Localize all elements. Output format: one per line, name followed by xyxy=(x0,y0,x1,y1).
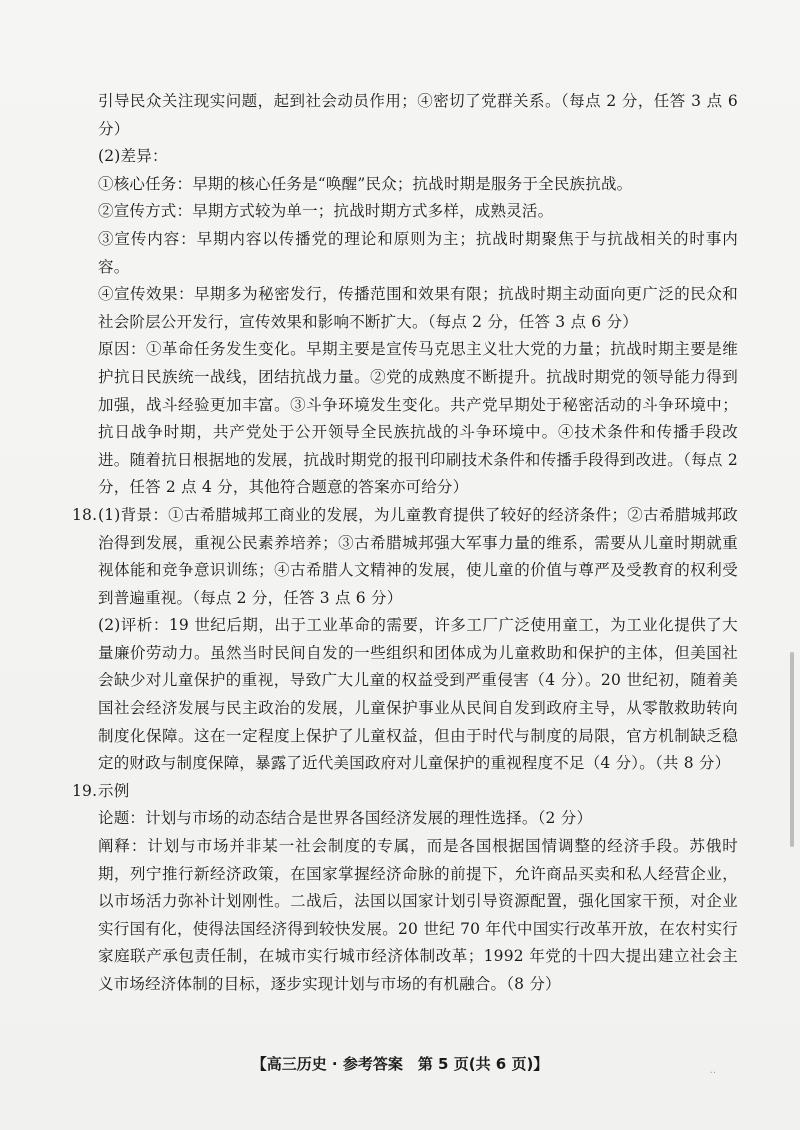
scrollbar-thumb[interactable] xyxy=(790,652,794,847)
paragraph-continuation: 引导民众关注现实问题，起到社会动员作用；④密切了党群关系。（每点 2 分，任答 3 点 6 分） xyxy=(98,92,738,138)
question-19-number: 19. xyxy=(72,781,98,800)
decorative-dots: ·· xyxy=(709,1068,716,1079)
question-18 xyxy=(72,502,738,612)
question-18-number: 18. xyxy=(72,505,98,524)
question-19-thesis: 论题：计划与市场的动态结合是世界各国经济发展的理性选择。（2 分） xyxy=(98,809,593,828)
paragraph-propaganda-effect: ④宣传效果：早期多为秘密发行，传播范围和效果有限；抗战时期主动面向更广泛的民众和社会阶层公开发行，宣传效果和影响不断扩大。（每点 2 分，任答 3 点 6 分） xyxy=(98,285,738,331)
question-18-part2: (2)评析：19 世纪后期，出于工业革命的需要，许多工厂广泛使用童工，为工业化提供了大量廉价劳动力。虽然当时民间自发的一些组织和团体成为儿童救助和保护的主体，但美国社会缺少对儿童保护的重视，导致广大儿童的权益受到严重侵害（4 分）。20 世纪初，随着美国社会经济发展与民主政治的发展，儿童保护事业从民间自发到政府主导，从零散救助转向制度化保障。这在一定程度上保护了儿童权益，但由于时代与制度的局限，官方机制缺乏稳定的财政与制度保障，暴露了近代美国政府对儿童保护的重视程度不足（4 分）。（共 8 分） xyxy=(98,616,738,773)
page-footer: 【高三历史 · 参考答案 第 5 页(共 6 页)】 xyxy=(251,1055,549,1073)
question-19-explanation: 阐释：计划与市场并非某一社会制度的专属，而是各国根据国情调整的经济手段。苏俄时期，列宁推行新经济政策，在国家掌握经济命脉的前提下，允许商品买卖和私人经营企业，以市场活力弥补计划刚性。二战后，法国以国家计划引导资源配置，强化国家干预，对企业实行国有化，使得法国经济得到较快发展。20 世纪 70 年代中国实行改革开放，在农村实行家庭联产承包责任制，在城市实行城市经济体制改革；1992 年党的十四大提出建立社会主义市场经济体制的目标，逐步实现计划与市场的有机融合。（8 分） xyxy=(98,837,738,993)
question-19 xyxy=(72,778,738,806)
question-19-heading: 示例 xyxy=(98,781,130,800)
answer-content xyxy=(72,88,738,999)
paragraph-propaganda-content: ③宣传内容：早期内容以传播党的理论和原则为主；抗战时期聚焦于与抗战相关的时事内容。 xyxy=(98,229,738,276)
question-18-part1: (1)背景：①古希腊城邦工商业的发展，为儿童教育提供了较好的经济条件；②古希腊城邦政治得到发展，重视公民素养培养；③古希腊城邦强大军事力量的维系，需要从儿童时期就重视体能和竞争意识训练；④古希腊人文精神的发展，使儿童的价值与尊严及受教育的权利受到普遍重视。（每点 2 分，任答 3 点 6 分） xyxy=(98,505,738,607)
paragraph-reasons: 原因：①革命任务发生变化。早期主要是宣传马克思主义壮大党的力量；抗战时期主要是维护抗日民族统一战线，团结抗战力量。②党的成熟度不断提升。抗战时期党的领导能力得到加强，战斗经验更加丰富。③斗争环境发生变化。共产党早期处于秘密活动的斗争环境中；抗日战争时期，共产党处于公开领导全民族抗战的斗争环境中。④技术条件和传播手段改进。随着抗日根据地的发展，抗战时期党的报刊印刷技术条件和传播手段得到改进。（每点 2 分，任答 2 点 4 分，其他符合题意的答案亦可给分） xyxy=(98,340,738,497)
paragraph-propaganda-method: ②宣传方式：早期方式较为单一；抗战时期方式多样，成熟灵活。 xyxy=(98,202,554,221)
paragraph-core-task: ①核心任务：早期的核心任务是“唤醒”民众；抗战时期是服务于全民族抗战。 xyxy=(98,174,633,193)
paragraph-differences-heading: (2)差异： xyxy=(98,147,168,166)
